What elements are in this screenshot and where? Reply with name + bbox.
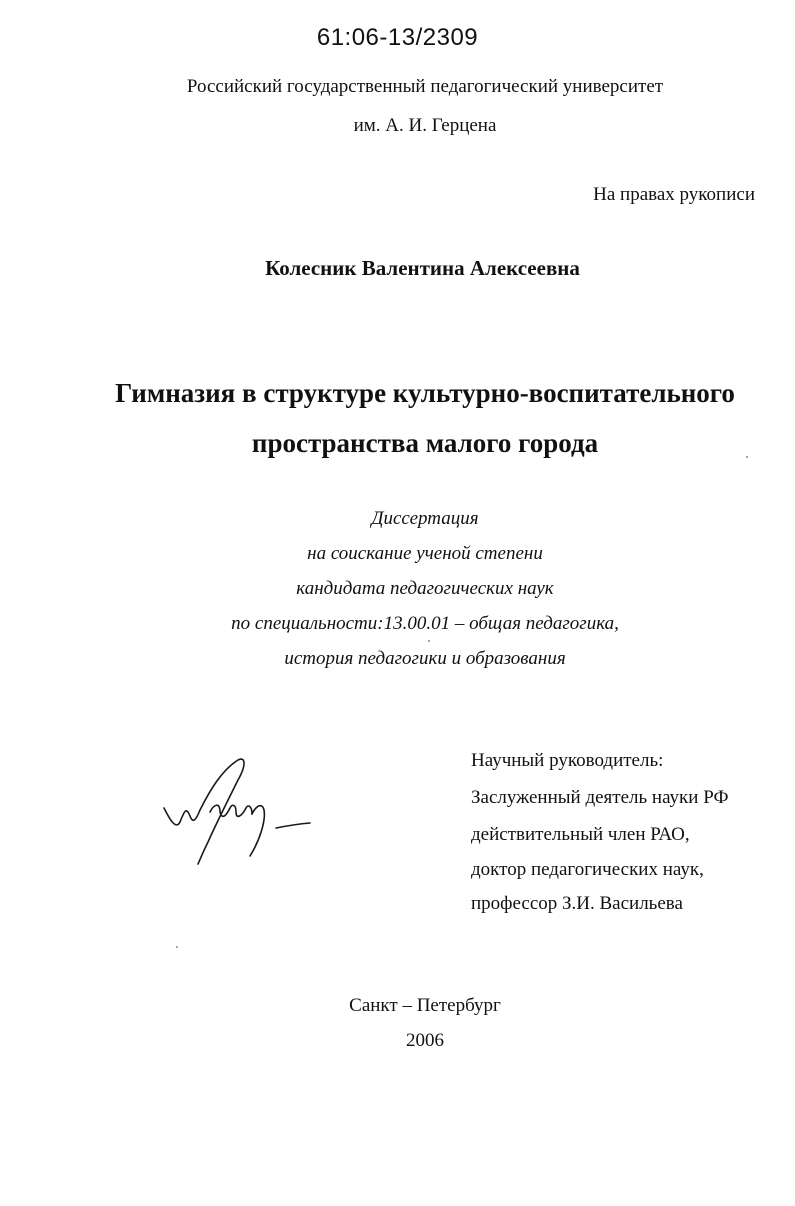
supervisor-degree: доктор педагогических наук, — [471, 859, 704, 880]
scan-speck — [746, 456, 748, 458]
dissertation-title-line-2: пространства малого города — [251, 428, 599, 458]
rights-note: На правах рукописи — [593, 184, 755, 205]
catalog-number: 61:06-13/2309 — [316, 24, 479, 51]
dissertation-title-line-1: Гимназия в структуре культурно-воспитательного — [115, 378, 735, 408]
scan-speck — [428, 640, 430, 642]
degree-line-1: на соискание ученой степени — [307, 543, 543, 564]
degree-line-2: кандидата педагогических наук — [296, 578, 554, 599]
specialty-line-1: по специальности:13.00.01 – общая педагогика, — [231, 613, 619, 634]
supervisor-name: профессор З.И. Васильева — [471, 893, 683, 914]
supervisor-academy-membership: действительный член РАО, — [471, 824, 690, 845]
supervisor-heading: Научный руководитель: — [471, 750, 664, 771]
city: Санкт – Петербург — [349, 995, 501, 1016]
dissertation-type: Диссертация — [371, 508, 479, 529]
author-name: Колесник Валентина Алексеевна — [265, 256, 580, 280]
university-named-after: им. А. И. Герцена — [353, 115, 497, 136]
handwritten-signature-icon — [150, 750, 320, 870]
year: 2006 — [406, 1030, 444, 1051]
supervisor-honorary-title: Заслуженный деятель науки РФ — [471, 787, 729, 808]
university-name: Российский государственный педагогический университет — [186, 76, 664, 97]
specialty-line-2: история педагогики и образования — [284, 648, 566, 669]
scan-speck — [176, 946, 178, 948]
